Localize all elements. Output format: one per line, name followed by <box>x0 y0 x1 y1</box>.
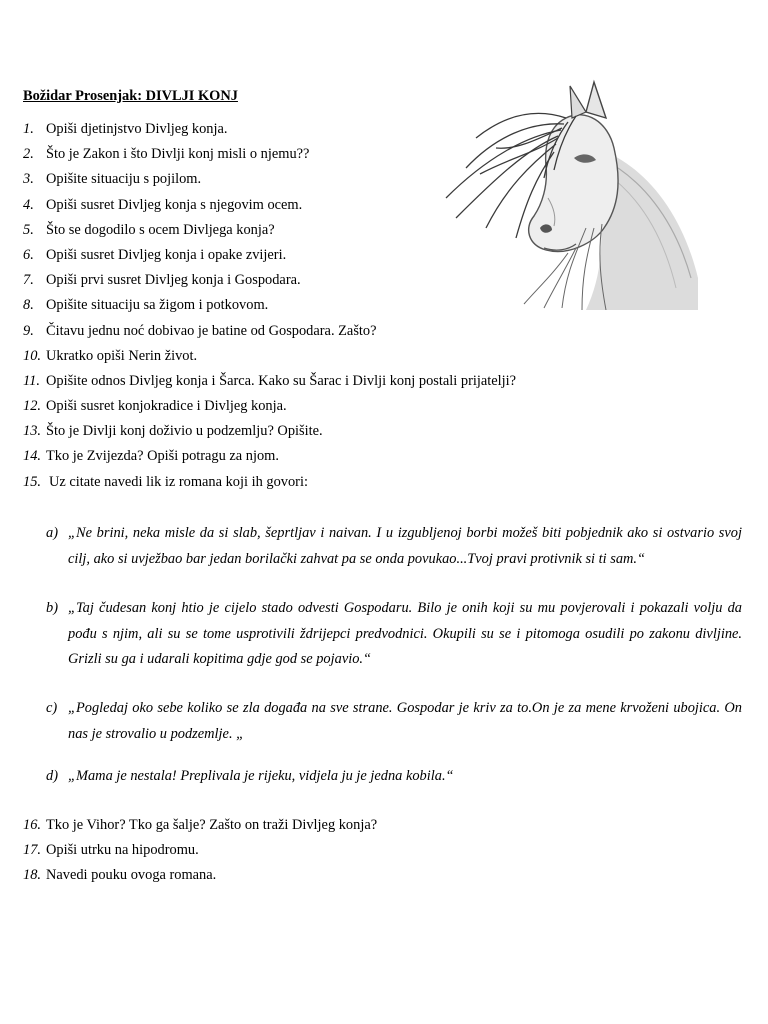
document-title: Božidar Prosenjak: DIVLJI KONJ <box>23 88 238 104</box>
question-item <box>23 421 743 446</box>
quote-item <box>46 696 742 747</box>
question-item <box>23 396 743 421</box>
quote-text: „Pogledaj oko sebe koliko se zla događa na sve strane. Gospodar je kriv za to.On je za mene krvoženi ubojica. On nas je strovalio u podzemlje. „ <box>68 700 742 742</box>
question-item <box>23 270 743 295</box>
quote-letter: b) <box>46 600 58 616</box>
question-text: Što je Zakon i što Divlji konj misli o njemu?? <box>46 146 310 163</box>
question-text: Što je Divlji konj doživio u podzemlju? Opišite. <box>46 423 323 440</box>
question-number: 10. <box>23 347 41 364</box>
question-number: 17. <box>23 842 41 859</box>
quote-item <box>46 764 742 790</box>
question-text: Ukratko opiši Nerin život. <box>46 347 198 364</box>
quote-item <box>46 596 742 673</box>
question-item <box>23 472 743 497</box>
question-text: Opiši djetinjstvo Divljeg konja. <box>46 121 228 137</box>
closing-question-list <box>23 815 743 891</box>
quote-letter: d) <box>46 768 58 784</box>
question-item <box>23 119 743 144</box>
question-number: 13. <box>23 423 41 440</box>
question-text: Opiši susret konjokradice i Divljeg konja. <box>46 398 287 415</box>
question-number: 5. <box>23 221 34 238</box>
question-item <box>23 245 743 270</box>
question-number: 16. <box>23 817 41 833</box>
quote-text: „Taj čudesan konj htio je cijelo stado odvesti Gospodaru. Bilo je onih koji su mu povjerovali i pokazali volju da pođu s njim, ali su se tome usprotivili ždrijepci predvodnici. Okupili su se i pitomoga osudili po zakonu divljine. Grizli su ga i udarali kopitima gdje god se pojavio.“ <box>68 600 742 667</box>
question-text: Tko je Vihor? Tko ga šalje? Zašto on traži Divljeg konja? <box>46 817 378 833</box>
question-number: 12. <box>23 398 41 415</box>
question-item <box>23 169 743 194</box>
question-item <box>23 220 743 245</box>
question-item <box>23 446 743 471</box>
question-text: Opiši prvi susret Divljeg konja i Gospodara. <box>46 272 301 289</box>
question-text: Opišite situaciju sa žigom i potkovom. <box>46 297 269 314</box>
quote-text: „Ne brini, neka misle da si slab, šeprtljav i naivan. I u izgubljenoj borbi možeš biti pobjednik ako si ostvario svoj cilj, ako si uvježbao bar jedan borilački zahvat pa se onda povukao...Tvoj pravi protivnik si ti sam.“ <box>68 525 742 567</box>
question-text: Navedi pouku ovoga romana. <box>46 867 217 884</box>
question-number: 15. <box>23 473 41 490</box>
quote-letter: c) <box>46 700 58 716</box>
question-number: 14. <box>23 448 41 465</box>
quote-item <box>46 521 742 572</box>
question-text: Što se dogodilo s ocem Divljega konja? <box>46 221 275 238</box>
question-number: 8. <box>23 297 34 314</box>
question-number: 7. <box>23 272 34 289</box>
question-item <box>23 371 743 396</box>
question-item <box>23 144 743 169</box>
question-item <box>23 295 743 320</box>
quote-text: „Mama je nestala! Preplivala je rijeku, vidjela ju je jedna kobila.“ <box>68 768 454 784</box>
question-text: Čitavu jednu noć dobivao je batine od Gospodara. Zašto? <box>46 322 377 339</box>
question-number: 2. <box>23 146 34 163</box>
question-item <box>23 815 743 840</box>
question-text: Opišite odnos Divljeg konja i Šarca. Kako su Šarac i Divlji konj postali prijatelji? <box>46 372 517 389</box>
question-item <box>23 840 743 865</box>
question-number: 18. <box>23 867 41 884</box>
question-item <box>23 865 743 890</box>
question-number: 11. <box>23 372 40 389</box>
question-text: Uz citate navedi lik iz romana koji ih govori: <box>49 473 308 490</box>
quote-letter: a) <box>46 525 58 541</box>
question-number: 3. <box>23 171 34 188</box>
question-number: 9. <box>23 322 34 339</box>
question-item <box>23 195 743 220</box>
question-list <box>23 119 743 497</box>
question-text: Opiši susret Divljeg konja s njegovim ocem. <box>46 196 303 213</box>
question-text: Tko je Zvijezda? Opiši potragu za njom. <box>46 448 279 465</box>
question-item <box>23 346 743 371</box>
question-text: Opiši susret Divljeg konja i opake zvijeri. <box>46 246 287 263</box>
question-number: 6. <box>23 246 34 263</box>
question-text: Opišite situaciju s pojilom. <box>46 171 202 188</box>
question-number: 1. <box>23 121 34 137</box>
question-number: 4. <box>23 196 34 213</box>
question-item <box>23 321 743 346</box>
question-text: Opiši utrku na hipodromu. <box>46 842 199 859</box>
